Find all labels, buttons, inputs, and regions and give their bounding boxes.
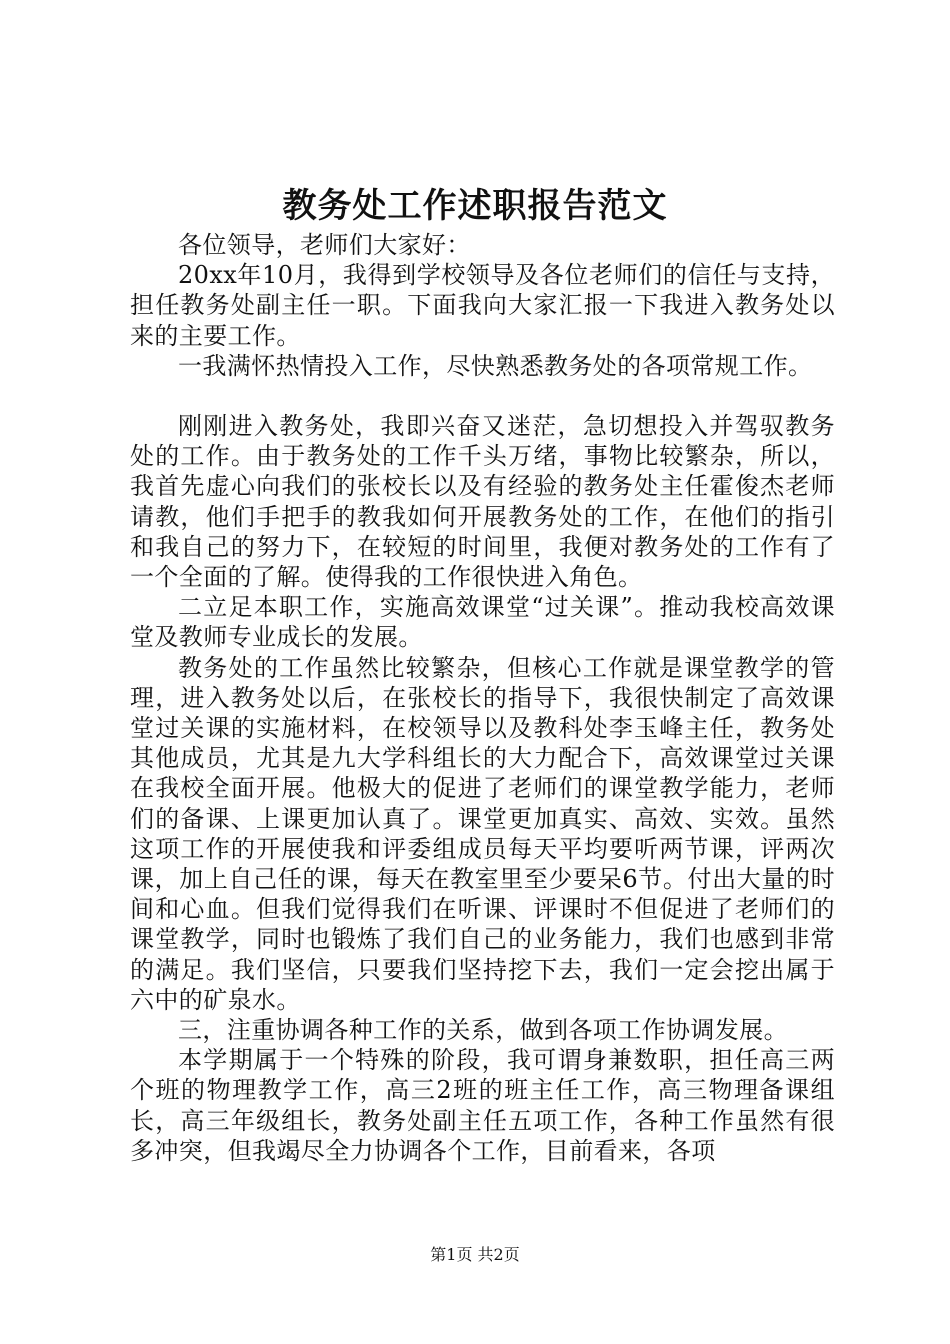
document-body	[130, 230, 835, 1166]
paragraph-intro: 20xx年10月，我得到学校领导及各位老师们的信任与支持，担任教务处副主任一职。下面我向大家汇报一下我进入教务处以来的主要工作。	[130, 261, 835, 350]
paragraph-section-2: 教务处的工作虽然比较繁杂，但核心工作就是课堂教学的管理，进入教务处以后，在张校长的指导下，我很快制定了高效课堂过关课的实施材料，在校领导以及教科处李玉峰主任，教务处其他成员，尤其是九大学科组长的大力配合下，高效课堂过关课在我校全面开展。他极大的促进了老师们的课堂教学能力，老师们的备课、上课更加认真了。课堂更加真实、高效、实效。虽然这项工作的开展使我和评委组成员每天平均要听两节课，评两次课，加上自己任的课，每天在教室里至少要呆6节。付出大量的时间和心血。但我们觉得我们在听课、评课时不但促进了老师们的课堂教学，同时也锻炼了我们自己的业务能力，我们也感到非常的满足。我们坚信，只要我们坚持挖下去，我们一定会挖出属于六中的矿泉水。	[130, 653, 835, 1014]
document-title: 教务处工作述职报告范文	[282, 186, 668, 226]
paragraph-section-1: 刚刚进入教务处，我即兴奋又迷茫，急切想投入并驾驭教务处的工作。由于教务处的工作千头万绪，事物比较繁杂，所以，我首先虚心向我们的张校长以及有经验的教务处主任霍俊杰老师请教，他们手把手的教我如何开展教务处的工作，在他们的指引和我自己的努力下，在较短的时间里，我便对教务处的工作有了一个全面的了解。使得我的工作很快进入角色。	[130, 412, 835, 592]
paragraph-heading-3: 三，注重协调各种工作的关系，做到各项工作协调发展。	[178, 1016, 788, 1045]
paragraph-section-3: 本学期属于一个特殊的阶段，我可谓身兼数职，担任高三两个班的物理教学工作，高三2班的班主任工作，高三物理备课组长，高三年级组长，教务处副主任五项工作，各种工作虽然有很多冲突，但我竭尽全力协调各个工作，目前看来，各项	[130, 1046, 835, 1165]
paragraph-heading-1: 一我满怀热情投入工作，尽快熟悉教务处的各项常规工作。	[178, 351, 813, 380]
page-footer: 第1页 共2页	[430, 1245, 520, 1264]
paragraph-greeting: 各位领导，老师们大家好：	[178, 231, 471, 259]
paragraph-heading-2: 二立足本职工作，实施高效课堂“过关课”。推动我校高效课堂及教师专业成长的发展。	[130, 593, 835, 652]
